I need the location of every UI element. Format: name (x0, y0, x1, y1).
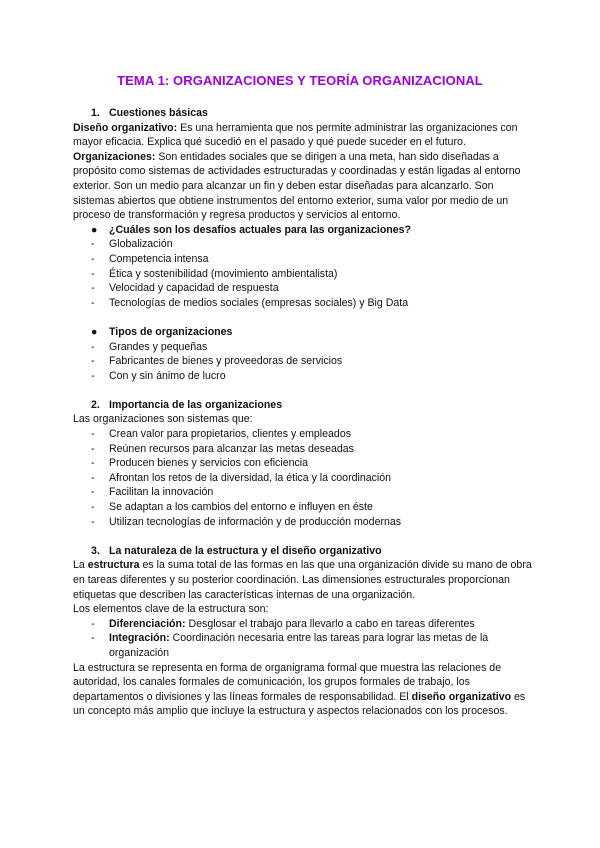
challenges-list (73, 237, 533, 310)
list-item: - Fabricantes de bienes y proveedoras de servicios (73, 354, 533, 369)
list-item: - Grandes y pequeñas (73, 340, 533, 355)
key-elements-list (73, 617, 533, 661)
list-item: - Utilizan tecnologías de información y de producción modernas (73, 515, 533, 530)
section-2-heading: 2. Importancia de las organizaciones (91, 398, 283, 411)
list-item: - Tecnologías de medios sociales (empresas sociales) y Big Data (73, 296, 533, 311)
list-item: - Globalización (73, 237, 533, 252)
section-3-heading: 3. La naturaleza de la estructura y el diseño organizativo (91, 544, 382, 557)
list-item: - Ética y sostenibilidad (movimiento ambientalista) (73, 267, 533, 282)
list-item: - Crean valor para propietarios, clientes y empleados (73, 427, 533, 442)
list-item: - Con y sin ánimo de lucro (73, 369, 533, 384)
document-body (73, 106, 533, 719)
types-list (73, 340, 533, 384)
bullet-heading-challenges: ● ¿Cuáles son los desafíos actuales para las organizaciones? (91, 223, 412, 236)
list-item: - Afrontan los retos de la diversidad, la ética y la coordinación (73, 471, 533, 486)
importance-list (73, 427, 533, 529)
list-item: - Competencia intensa (73, 252, 533, 267)
section-2-intro: Las organizaciones son sistemas que: (73, 413, 253, 426)
page-title: TEMA 1: ORGANIZACIONES Y TEORÍA ORGANIZACIONAL (117, 73, 483, 88)
paragraph-organigrama: La estructura se representa en forma de organigrama formal que muestra las relaciones de autoridad, los canales formales de comunicación, los grupos formales de trabajo, los departamentos o divisiones y las líneas formales de responsabilidad. El diseño organizativo es un concepto más amplio que incluye la estructura y aspectos relacionados con los procesos. (73, 661, 526, 718)
list-item: - Facilitan la innovación (73, 485, 533, 500)
section-1-heading: 1. Cuestiones básicas (91, 107, 208, 119)
paragraph-diseno: Diseño organizativo: Es una herramienta que nos permite administrar las organizaciones con mayor eficacia. Explica qué sucedió en el pasado y qué puede suceder en el futuro. (73, 121, 518, 149)
list-item: - Reúnen recursos para alcanzar las metas deseadas (73, 442, 533, 457)
list-item: - Integración: Coordinación necesaria entre las tareas para lograr las metas de la organización (73, 631, 533, 660)
paragraph-elementos: Los elementos clave de la estructura son: (73, 603, 269, 616)
paragraph-organizaciones: Organizaciones: Son entidades sociales que se dirigen a una meta, han sido diseñadas a propósito como sistemas de actividades estructuradas y coordinadas y están ligadas al entorno exterior. Son un medio para alcanzar un fin y deben estar diseñadas para alcanzarlo. Son sistemas abiertos que obtiene instrumentos del entorno exterior, suma valor por medio de un proceso de transformación y regresa productos y servicios al entorno. (73, 150, 521, 222)
list-item: - Diferenciación: Desglosar el trabajo para llevarlo a cabo en tareas diferentes (73, 617, 533, 632)
paragraph-estructura: La estructura es la suma total de las formas en las que una organización divide su mano de obra en tareas diferentes y su posterior coordinación. Las dimensiones estructurales proporcionan etiquetas que describen las características internas de una organización. (73, 559, 532, 601)
list-item: - Se adaptan a los cambios del entorno e influyen en éste (73, 500, 533, 515)
list-item: - Producen bienes y servicios con eficiencia (73, 456, 533, 471)
list-item: - Velocidad y capacidad de respuesta (73, 281, 533, 296)
bullet-heading-types: ● Tipos de organizaciones (91, 325, 233, 338)
